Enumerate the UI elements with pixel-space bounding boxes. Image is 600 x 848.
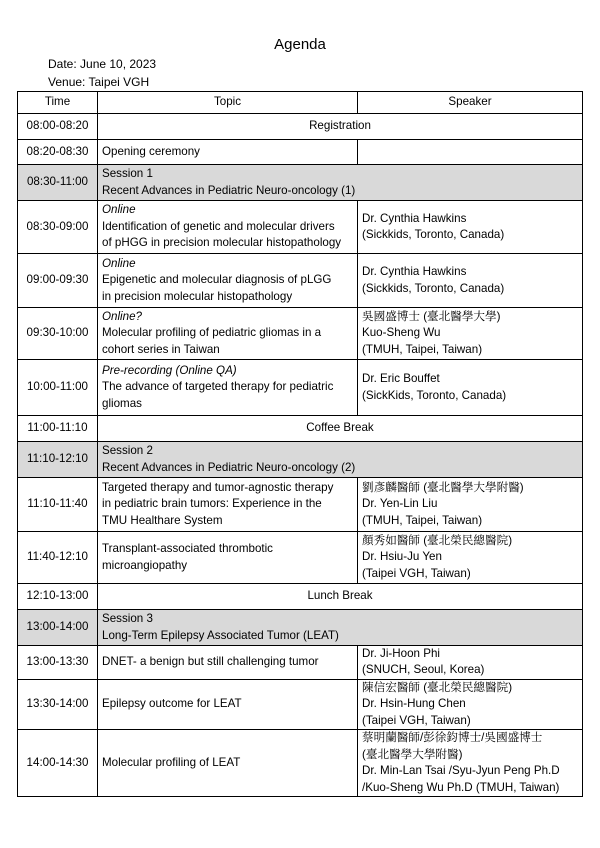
speaker-cell (358, 730, 583, 797)
speaker-cell (358, 140, 583, 165)
topic-line: Epigenetic and molecular diagnosis of pLGG (102, 273, 332, 287)
event-venue: Venue: Taipei VGH (48, 75, 150, 89)
table-row (18, 610, 583, 646)
speaker-column-header: Speaker (358, 92, 583, 114)
topic-line: in pediatric brain tumors: Experience in the (102, 497, 322, 511)
table-row (18, 308, 583, 360)
speaker-line: 顏秀如醫師 (臺北榮民總醫院) (362, 533, 513, 547)
topic-line: Identification of genetic and molecular drivers (102, 219, 335, 233)
topic-cell (98, 646, 358, 680)
time-cell: 12:10-13:00 (18, 584, 98, 610)
time-cell: 08:00-08:20 (18, 114, 98, 140)
time-column-header: Time (18, 92, 98, 114)
speaker-line: Dr. Yen-Lin Liu (362, 497, 438, 511)
topic-cell (98, 140, 358, 165)
speaker-line: (臺北醫學大學附醫) (362, 747, 463, 761)
topic-line: TMU Healthare System (102, 513, 223, 527)
speaker-line: 吳國盛博士 (臺北醫學大學) (362, 309, 501, 323)
speaker-line: 陳信宏醫師 (臺北榮民總醫院) (362, 680, 513, 694)
delivery-note: Online? (102, 309, 142, 323)
speaker-line: Dr. Hsin-Hung Chen (362, 697, 466, 711)
time-cell: 09:30-10:00 (18, 308, 98, 360)
speaker-line: 蔡明蘭醫師/彭徐鈞博士/吳國盛博士 (362, 731, 543, 745)
break-cell: Lunch Break (98, 584, 583, 610)
topic-cell (98, 254, 358, 308)
table-row (18, 679, 583, 729)
time-cell: 11:40-12:10 (18, 532, 98, 584)
topic-line: Opening ceremony (102, 144, 200, 158)
speaker-cell (358, 478, 583, 532)
topic-cell (98, 201, 358, 254)
speaker-line: (Sickkids, Toronto, Canada) (362, 228, 505, 241)
table-row (18, 532, 583, 584)
table-header-row (18, 92, 583, 114)
event-date: Date: June 10, 2023 (48, 57, 157, 71)
speaker-cell (358, 201, 583, 254)
session-cell (98, 165, 583, 201)
speaker-cell (358, 308, 583, 360)
table-row (18, 114, 583, 140)
time-cell: 08:20-08:30 (18, 140, 98, 165)
topic-line: of pHGG in precision molecular histopathology (102, 236, 342, 250)
speaker-line: 劉彥麟醫師 (臺北醫學大學附醫) (362, 480, 524, 494)
speaker-cell (358, 254, 583, 308)
break-cell: Registration (98, 114, 583, 140)
speaker-line: (Taipei VGH, Taiwan) (362, 566, 471, 580)
speaker-line: (Taipei VGH, Taiwan) (362, 713, 471, 727)
speaker-line: /Kuo-Sheng Wu Ph.D (TMUH, Taiwan) (362, 780, 560, 794)
topic-cell (98, 679, 358, 729)
table-row (18, 442, 583, 478)
topic-line: DNET- a benign but still challenging tumor (102, 655, 319, 669)
speaker-line: (Sickkids, Toronto, Canada) (362, 281, 505, 295)
table-row (18, 360, 583, 416)
agenda-table (17, 91, 583, 797)
table-row (18, 730, 583, 797)
time-cell: 13:30-14:00 (18, 679, 98, 729)
session-number: Session 3 (102, 612, 153, 626)
speaker-line: (TMUH, Taipei, Taiwan) (362, 513, 483, 527)
topic-line: in precision molecular histopathology (102, 289, 293, 303)
table-row (18, 478, 583, 532)
topic-cell (98, 730, 358, 797)
time-cell: 09:00-09:30 (18, 254, 98, 308)
table-row (18, 646, 583, 680)
topic-line: microangiopathy (102, 558, 188, 572)
topic-cell (98, 308, 358, 360)
time-cell: 13:00-14:00 (18, 610, 98, 646)
speaker-line: Dr. Eric Bouffet (362, 372, 440, 386)
time-cell: 11:10-12:10 (18, 442, 98, 478)
time-cell: 08:30-09:00 (18, 201, 98, 254)
topic-line: Transplant-associated thrombotic (102, 542, 273, 556)
session-title: Recent Advances in Pediatric Neuro-oncology (2) (102, 460, 356, 474)
speaker-cell (358, 532, 583, 584)
speaker-line: (SNUCH, Seoul, Korea) (362, 663, 485, 677)
time-cell: 11:10-11:40 (18, 478, 98, 532)
page-title: Agenda (274, 36, 326, 53)
session-title: Recent Advances in Pediatric Neuro-oncology (1) (102, 183, 356, 197)
table-row (18, 254, 583, 308)
session-title: Long-Term Epilepsy Associated Tumor (LEAT) (102, 628, 339, 642)
time-cell: 13:00-13:30 (18, 646, 98, 680)
table-row (18, 416, 583, 442)
topic-line: gliomas (102, 396, 142, 410)
topic-line: Targeted therapy and tumor-agnostic therapy (102, 480, 334, 494)
topic-line: Epilepsy outcome for LEAT (102, 697, 242, 711)
topic-cell (98, 360, 358, 416)
speaker-line: Dr. Hsiu-Ju Yen (362, 550, 442, 564)
time-cell: 11:00-11:10 (18, 416, 98, 442)
topic-cell (98, 478, 358, 532)
time-cell: 14:00-14:30 (18, 730, 98, 797)
topic-line: The advance of targeted therapy for pediatric (102, 380, 334, 394)
speaker-line: Dr. Min-Lan Tsai /Syu-Jyun Peng Ph.D (362, 764, 560, 778)
table-row (18, 165, 583, 201)
speaker-line: Kuo-Sheng Wu (362, 326, 441, 340)
speaker-line: (TMUH, Taipei, Taiwan) (362, 342, 483, 356)
delivery-note: Online (102, 203, 136, 217)
topic-column-header: Topic (98, 92, 358, 114)
delivery-note: Pre-recording (Online QA) (102, 363, 237, 377)
speaker-cell (358, 679, 583, 729)
speaker-line: Dr. Cynthia Hawkins (362, 211, 467, 225)
speaker-line: Dr. Cynthia Hawkins (362, 265, 467, 279)
speaker-cell (358, 646, 583, 680)
speaker-cell (358, 360, 583, 416)
time-cell: 08:30-11:00 (18, 165, 98, 201)
speaker-line: (SickKids, Toronto, Canada) (362, 388, 507, 402)
topic-cell (98, 532, 358, 584)
topic-line: Molecular profiling of LEAT (102, 755, 241, 769)
break-cell: Coffee Break (98, 416, 583, 442)
table-row (18, 584, 583, 610)
speaker-line: Dr. Ji-Hoon Phi (362, 647, 440, 660)
agenda-body (18, 114, 583, 797)
topic-line: cohort series in Taiwan (102, 342, 220, 356)
topic-line: Molecular profiling of pediatric gliomas in a (102, 326, 322, 340)
session-cell (98, 442, 583, 478)
session-number: Session 1 (102, 167, 153, 181)
table-row (18, 201, 583, 254)
time-cell: 10:00-11:00 (18, 360, 98, 416)
table-row (18, 140, 583, 165)
session-cell (98, 610, 583, 646)
session-number: Session 2 (102, 444, 153, 458)
delivery-note: Online (102, 256, 136, 270)
